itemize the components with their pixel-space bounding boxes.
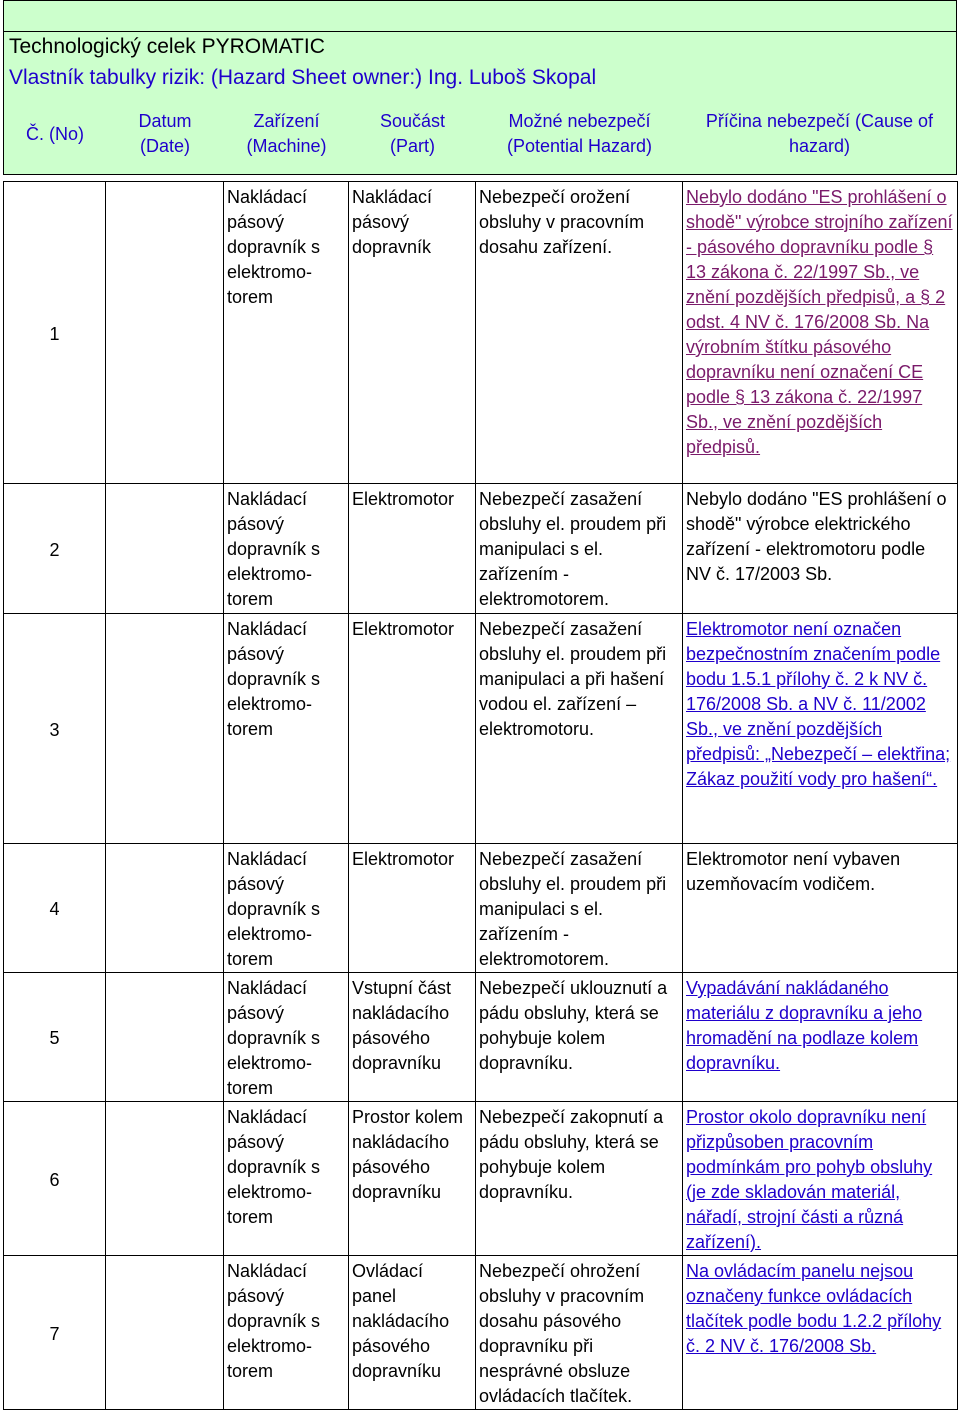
table-row [4, 484, 958, 614]
row-number: 6 [4, 1102, 106, 1256]
row-cause: Elektromotor není vybaven uzemňovacím vodičem. [683, 844, 958, 973]
row-part: Elektromotor [349, 614, 476, 844]
row-machine: Nakládací pásový dopravník s elektromo-torem [224, 484, 349, 614]
row-date [106, 182, 224, 484]
hazard-table-body [4, 182, 958, 1410]
row-machine: Nakládací pásový dopravník s elektromo-torem [224, 1102, 349, 1256]
header-blank-row [4, 1, 956, 32]
row-cause: Na ovládacím panelu nejsou označeny funkce ovládacích tlačítek podle bodu 1.2.2 přílohy č. 2 NV č. 176/2008 Sb. [683, 1256, 958, 1410]
row-cause: Elektromotor není označen bezpečnostním značením podle bodu 1.5.1 přílohy č. 2 k NV č. 176/2008 Sb. a NV č. 11/2002 Sb., ve znění pozdějších předpisů: „Nebezpečí – elektřina; Zákaz použití vody pro hašení“. [683, 614, 958, 844]
row-machine: Nakládací pásový dopravník s elektromo-torem [224, 973, 349, 1102]
row-hazard: Nebezpečí uklouznutí a pádu obsluhy, která se pohybuje kolem dopravníku. [476, 973, 683, 1102]
col-header-part: Součást (Part) [379, 111, 446, 156]
row-date [106, 614, 224, 844]
table-row [4, 1102, 958, 1256]
row-date [106, 1256, 224, 1410]
table-row [4, 182, 958, 484]
row-cause: Nebylo dodáno "ES prohlášení o shodě" výrobce strojního zařízení - pásového dopravníku podle § 13 zákona č. 22/1997 Sb., ve znění pozdějších předpisů, a § 2 odst. 4 NV č. 176/2008 Sb. Na výrobním štítku pásového dopravníku není označení CE podle § 13 zákona č. 22/1997 Sb., ve znění pozdějších předpisů. [683, 182, 958, 484]
sheet-title: Technologický celek PYROMATIC [9, 35, 325, 58]
hazard-sheet [3, 0, 957, 1410]
row-date [106, 973, 224, 1102]
sheet-header [3, 0, 957, 175]
row-number: 5 [4, 973, 106, 1102]
row-number: 4 [4, 844, 106, 973]
row-hazard: Nebezpečí zasažení obsluhy el. proudem při manipulaci s el. zařízením - elektromotorem. [476, 484, 683, 614]
col-header-machine: Zařízení (Machine) [246, 111, 327, 156]
table-row [4, 614, 958, 844]
table-row [4, 844, 958, 973]
row-number: 3 [4, 614, 106, 844]
hazard-table [3, 181, 958, 1410]
row-cause: Vypadávání nakládaného materiálu z dopravníku a jeho hromadění na podlaze kolem dopravníku. [683, 973, 958, 1102]
col-header-date: Datum (Date) [138, 111, 192, 156]
row-part: Nakládací pásový dopravník [349, 182, 476, 484]
sheet-owner: Vlastník tabulky rizik: (Hazard Sheet owner:) Ing. Luboš Skopal [9, 66, 597, 89]
row-number: 2 [4, 484, 106, 614]
row-machine: Nakládací pásový dopravník s elektromo-torem [224, 182, 349, 484]
row-part: Elektromotor [349, 484, 476, 614]
row-machine: Nakládací pásový dopravník s elektromo-torem [224, 1256, 349, 1410]
row-hazard: Nebezpečí zasažení obsluhy el. proudem při manipulaci s el. zařízením - elektromotorem. [476, 844, 683, 973]
row-cause: Nebylo dodáno "ES prohlášení o shodě" výrobce elektrického zařízení - elektromotoru podle NV č. 17/2003 Sb. [683, 484, 958, 614]
row-number: 1 [4, 182, 106, 484]
row-number: 7 [4, 1256, 106, 1410]
table-row [4, 1256, 958, 1410]
row-hazard: Nebezpečí zakopnutí a pádu obsluhy, která se pohybuje kolem dopravníku. [476, 1102, 683, 1256]
row-part: Prostor kolem nakládacího pásového dopravníku [349, 1102, 476, 1256]
row-date [106, 484, 224, 614]
row-hazard: Nebezpečí orožení obsluhy v pracovním dosahu zařízení. [476, 182, 683, 484]
column-headers [4, 94, 956, 174]
row-date [106, 844, 224, 973]
col-header-cause: Příčina nebezpečí (Cause of hazard) [705, 111, 934, 156]
row-machine: Nakládací pásový dopravník s elektromo-torem [224, 614, 349, 844]
table-row [4, 973, 958, 1102]
col-header-hazard: Možné nebezpečí (Potential Hazard) [506, 111, 653, 156]
col-header-number: Č. (No) [26, 123, 84, 144]
row-cause: Prostor okolo dopravníku není přizpůsoben pracovním podmínkám pro pohyb obsluhy (je zde skladován materiál, nářadí, strojní části a různá zařízení). [683, 1102, 958, 1256]
row-machine: Nakládací pásový dopravník s elektromo-torem [224, 844, 349, 973]
row-part: Ovládací panel nakládacího pásového dopravníku [349, 1256, 476, 1410]
row-hazard: Nebezpečí zasažení obsluhy el. proudem při manipulaci a při hašení vodou el. zařízení – elektromotoru. [476, 614, 683, 844]
row-hazard: Nebezpečí ohrožení obsluhy v pracovním dosahu pásového dopravníku při nesprávné obsluze ovládacích tlačítek. [476, 1256, 683, 1410]
row-part: Vstupní část nakládacího pásového dopravníku [349, 973, 476, 1102]
row-date [106, 1102, 224, 1256]
row-part: Elektromotor [349, 844, 476, 973]
